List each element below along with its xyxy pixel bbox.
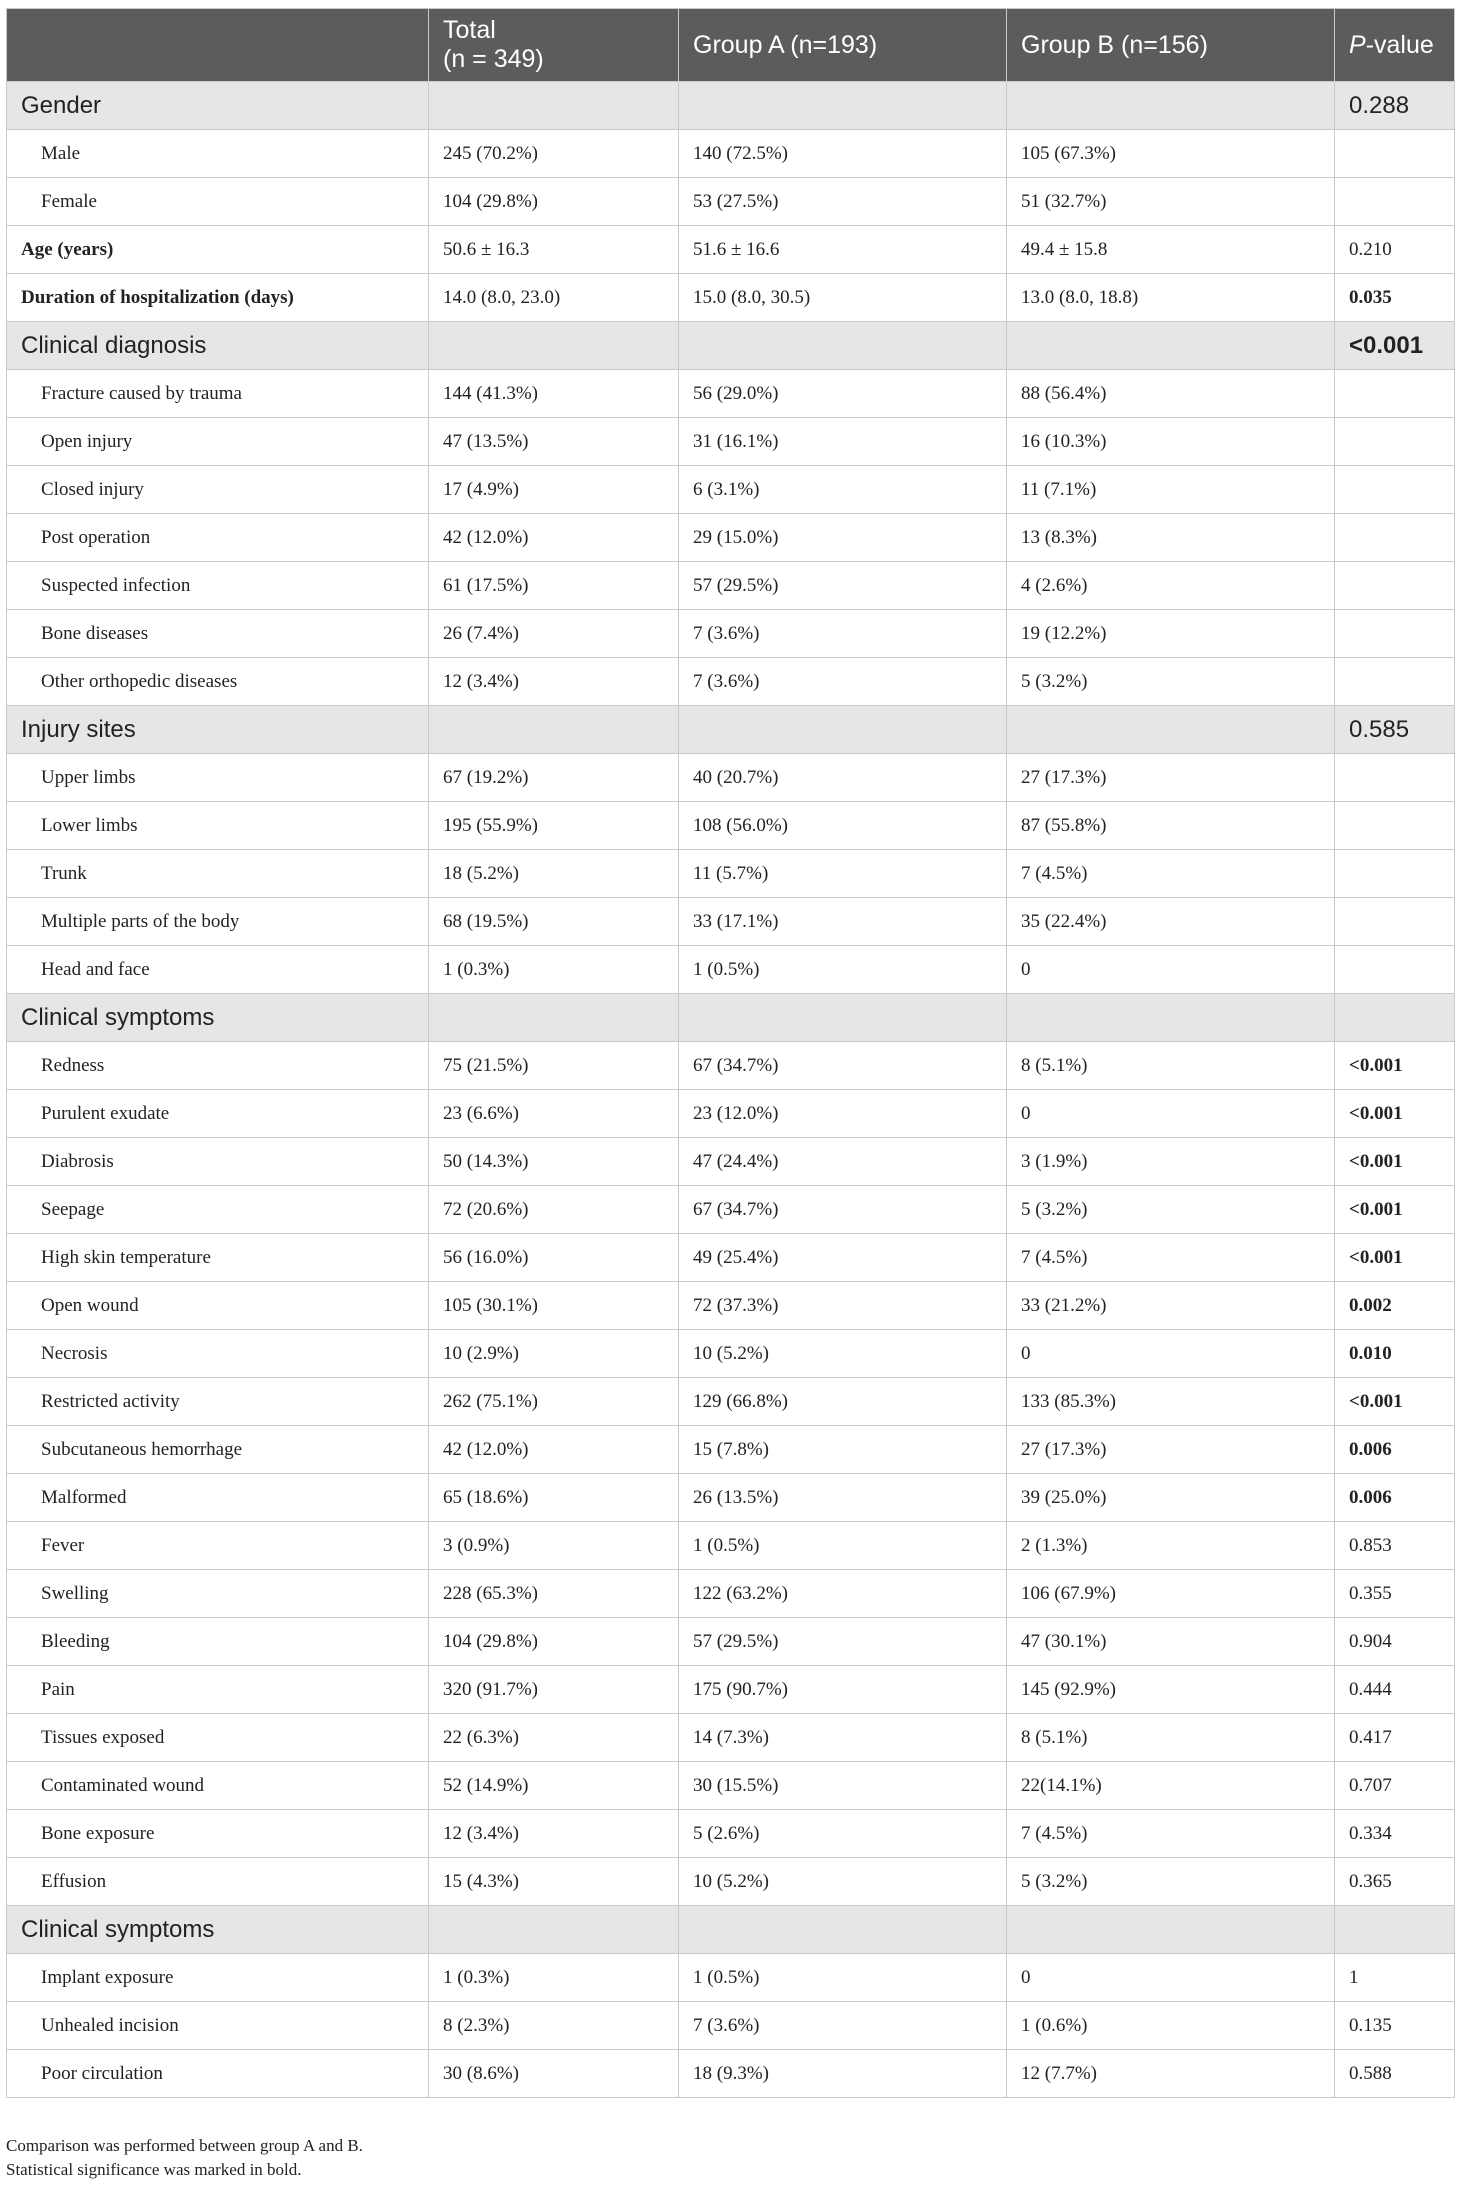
cell-group-a: 5 (2.6%)	[679, 1810, 1007, 1858]
table-row	[7, 1282, 1455, 1330]
cell-group-a: 40 (20.7%)	[679, 754, 1007, 802]
row-label: Effusion	[7, 1858, 429, 1906]
cell-group-b: 5 (3.2%)	[1007, 1186, 1335, 1234]
cell-group-a: 23 (12.0%)	[679, 1090, 1007, 1138]
header-total	[429, 9, 679, 82]
cell-pvalue: 0.444	[1335, 1666, 1455, 1714]
row-label: Subcutaneous hemorrhage	[7, 1426, 429, 1474]
header-group-a: Group A (n=193)	[679, 9, 1007, 82]
row-label: Post operation	[7, 514, 429, 562]
cell-pvalue: 0.417	[1335, 1714, 1455, 1762]
table-row	[7, 658, 1455, 706]
cell-total: 195 (55.9%)	[429, 802, 679, 850]
cell-total	[429, 322, 679, 370]
row-label: Tissues exposed	[7, 1714, 429, 1762]
cell-total: 144 (41.3%)	[429, 370, 679, 418]
cell-pvalue	[1335, 1906, 1455, 1954]
note-line: Comparison was performed between group A and B.	[6, 2136, 363, 2155]
cell-group-a: 18 (9.3%)	[679, 2050, 1007, 2098]
row-label: Redness	[7, 1042, 429, 1090]
cell-group-b: 22(14.1%)	[1007, 1762, 1335, 1810]
table-row	[7, 946, 1455, 994]
cell-pvalue	[1335, 946, 1455, 994]
row-label: Restricted activity	[7, 1378, 429, 1426]
cell-pvalue	[1335, 370, 1455, 418]
cell-group-a: 53 (27.5%)	[679, 178, 1007, 226]
cell-total: 14.0 (8.0, 23.0)	[429, 274, 679, 322]
cell-group-a: 122 (63.2%)	[679, 1570, 1007, 1618]
cell-total: 26 (7.4%)	[429, 610, 679, 658]
table-row	[7, 2002, 1455, 2050]
row-label: Bone exposure	[7, 1810, 429, 1858]
cell-group-b: 51 (32.7%)	[1007, 178, 1335, 226]
table-row	[7, 1426, 1455, 1474]
cell-group-b: 105 (67.3%)	[1007, 130, 1335, 178]
cell-pvalue	[1335, 130, 1455, 178]
cell-group-b: 47 (30.1%)	[1007, 1618, 1335, 1666]
table-row	[7, 1858, 1455, 1906]
cell-total: 47 (13.5%)	[429, 418, 679, 466]
table-row	[7, 1186, 1455, 1234]
table-row	[7, 1090, 1455, 1138]
row-label: Clinical diagnosis	[7, 322, 429, 370]
cell-total: 12 (3.4%)	[429, 1810, 679, 1858]
cell-total: 8 (2.3%)	[429, 2002, 679, 2050]
header-row	[7, 9, 1455, 82]
table-row	[7, 1138, 1455, 1186]
cell-total: 42 (12.0%)	[429, 1426, 679, 1474]
row-label: Closed injury	[7, 466, 429, 514]
cell-group-a: 47 (24.4%)	[679, 1138, 1007, 1186]
cell-pvalue: <0.001	[1335, 1378, 1455, 1426]
cell-total	[429, 706, 679, 754]
row-label: Swelling	[7, 1570, 429, 1618]
row-label: Multiple parts of the body	[7, 898, 429, 946]
cell-group-b: 1 (0.6%)	[1007, 2002, 1335, 2050]
table-row	[7, 1762, 1455, 1810]
cell-group-b: 19 (12.2%)	[1007, 610, 1335, 658]
cell-pvalue: 0.135	[1335, 2002, 1455, 2050]
cell-group-a: 1 (0.5%)	[679, 946, 1007, 994]
header-label	[7, 9, 429, 82]
cell-total: 67 (19.2%)	[429, 754, 679, 802]
cell-group-b: 16 (10.3%)	[1007, 418, 1335, 466]
table-row	[7, 226, 1455, 274]
cell-total: 15 (4.3%)	[429, 1858, 679, 1906]
header-pvalue-p: P	[1349, 30, 1366, 59]
cell-pvalue: 0.002	[1335, 1282, 1455, 1330]
section-row	[7, 1906, 1455, 1954]
table-row	[7, 514, 1455, 562]
cell-group-b: 39 (25.0%)	[1007, 1474, 1335, 1522]
row-label: Other orthopedic diseases	[7, 658, 429, 706]
cell-total: 1 (0.3%)	[429, 1954, 679, 2002]
cell-total: 104 (29.8%)	[429, 178, 679, 226]
header-total-n: (n = 349)	[443, 45, 544, 73]
row-label: Seepage	[7, 1186, 429, 1234]
cell-group-a: 15 (7.8%)	[679, 1426, 1007, 1474]
cell-pvalue: 0.006	[1335, 1474, 1455, 1522]
cell-total: 61 (17.5%)	[429, 562, 679, 610]
cell-total: 12 (3.4%)	[429, 658, 679, 706]
cell-pvalue	[1335, 898, 1455, 946]
table-row	[7, 1570, 1455, 1618]
row-label: Age (years)	[7, 226, 429, 274]
cell-pvalue: 0.334	[1335, 1810, 1455, 1858]
row-label: Bone diseases	[7, 610, 429, 658]
cell-group-a: 6 (3.1%)	[679, 466, 1007, 514]
row-label: Injury sites	[7, 706, 429, 754]
row-label: Male	[7, 130, 429, 178]
cell-group-b	[1007, 82, 1335, 130]
row-label: Diabrosis	[7, 1138, 429, 1186]
cell-pvalue: 0.035	[1335, 274, 1455, 322]
cell-group-a: 30 (15.5%)	[679, 1762, 1007, 1810]
header-pvalue	[1335, 9, 1455, 82]
cell-group-b: 12 (7.7%)	[1007, 2050, 1335, 2098]
cell-pvalue: 0.210	[1335, 226, 1455, 274]
table-row	[7, 562, 1455, 610]
cell-total: 65 (18.6%)	[429, 1474, 679, 1522]
section-row	[7, 322, 1455, 370]
row-label: Unhealed incision	[7, 2002, 429, 2050]
cell-group-a: 1 (0.5%)	[679, 1954, 1007, 2002]
row-label: Fracture caused by trauma	[7, 370, 429, 418]
cell-pvalue: <0.001	[1335, 1186, 1455, 1234]
cell-pvalue	[1335, 418, 1455, 466]
cell-group-b: 88 (56.4%)	[1007, 370, 1335, 418]
section-row	[7, 994, 1455, 1042]
cell-pvalue	[1335, 850, 1455, 898]
cell-total: 1 (0.3%)	[429, 946, 679, 994]
cell-pvalue: 0.853	[1335, 1522, 1455, 1570]
cell-group-b: 5 (3.2%)	[1007, 1858, 1335, 1906]
cell-group-a: 140 (72.5%)	[679, 130, 1007, 178]
cell-total: 50 (14.3%)	[429, 1138, 679, 1186]
cell-group-b: 27 (17.3%)	[1007, 754, 1335, 802]
cell-group-b: 87 (55.8%)	[1007, 802, 1335, 850]
row-label: Female	[7, 178, 429, 226]
cell-total: 56 (16.0%)	[429, 1234, 679, 1282]
table-row	[7, 178, 1455, 226]
cell-total: 52 (14.9%)	[429, 1762, 679, 1810]
row-label: Suspected infection	[7, 562, 429, 610]
row-label: Gender	[7, 82, 429, 130]
cell-pvalue: <0.001	[1335, 322, 1455, 370]
row-label: Fever	[7, 1522, 429, 1570]
cell-group-b: 33 (21.2%)	[1007, 1282, 1335, 1330]
cell-group-a: 33 (17.1%)	[679, 898, 1007, 946]
cell-group-a: 67 (34.7%)	[679, 1186, 1007, 1234]
cell-group-b: 11 (7.1%)	[1007, 466, 1335, 514]
table-row	[7, 1954, 1455, 2002]
cell-group-a	[679, 1906, 1007, 1954]
table-row	[7, 1234, 1455, 1282]
row-label: Implant exposure	[7, 1954, 429, 2002]
cell-total	[429, 82, 679, 130]
cell-total: 262 (75.1%)	[429, 1378, 679, 1426]
row-label: Clinical symptoms	[7, 994, 429, 1042]
cell-total: 68 (19.5%)	[429, 898, 679, 946]
table-row	[7, 370, 1455, 418]
row-label: Upper limbs	[7, 754, 429, 802]
cell-pvalue	[1335, 610, 1455, 658]
row-label: Open wound	[7, 1282, 429, 1330]
cell-group-b: 2 (1.3%)	[1007, 1522, 1335, 1570]
row-label: Purulent exudate	[7, 1090, 429, 1138]
table-row	[7, 1474, 1455, 1522]
row-label: Poor circulation	[7, 2050, 429, 2098]
table-row	[7, 802, 1455, 850]
cell-group-a: 1 (0.5%)	[679, 1522, 1007, 1570]
section-row	[7, 82, 1455, 130]
cell-total: 3 (0.9%)	[429, 1522, 679, 1570]
header-group-b: Group B (n=156)	[1007, 9, 1335, 82]
table-row	[7, 1666, 1455, 1714]
cell-pvalue	[1335, 466, 1455, 514]
cell-total: 42 (12.0%)	[429, 514, 679, 562]
cell-pvalue: 0.288	[1335, 82, 1455, 130]
cell-group-a: 56 (29.0%)	[679, 370, 1007, 418]
cell-group-b: 133 (85.3%)	[1007, 1378, 1335, 1426]
cell-total: 245 (70.2%)	[429, 130, 679, 178]
cell-pvalue: 0.006	[1335, 1426, 1455, 1474]
cell-group-b: 0	[1007, 1954, 1335, 2002]
cell-pvalue: <0.001	[1335, 1234, 1455, 1282]
table-row	[7, 2050, 1455, 2098]
cell-group-b: 0	[1007, 1090, 1335, 1138]
cell-group-b: 145 (92.9%)	[1007, 1666, 1335, 1714]
table-container	[6, 8, 1454, 2098]
cell-pvalue: 0.355	[1335, 1570, 1455, 1618]
cell-group-a: 31 (16.1%)	[679, 418, 1007, 466]
row-label: Clinical symptoms	[7, 1906, 429, 1954]
cell-pvalue: 1	[1335, 1954, 1455, 2002]
cell-group-a	[679, 706, 1007, 754]
cell-total: 17 (4.9%)	[429, 466, 679, 514]
cell-group-a	[679, 322, 1007, 370]
row-label: Trunk	[7, 850, 429, 898]
cell-pvalue: <0.001	[1335, 1090, 1455, 1138]
table-row	[7, 130, 1455, 178]
row-label: Pain	[7, 1666, 429, 1714]
cell-group-b: 13.0 (8.0, 18.8)	[1007, 274, 1335, 322]
cell-group-a	[679, 994, 1007, 1042]
cell-pvalue: 0.585	[1335, 706, 1455, 754]
cell-group-a: 49 (25.4%)	[679, 1234, 1007, 1282]
cell-total: 75 (21.5%)	[429, 1042, 679, 1090]
row-label: Duration of hospitalization (days)	[7, 274, 429, 322]
table-row	[7, 1714, 1455, 1762]
cell-group-a: 29 (15.0%)	[679, 514, 1007, 562]
cell-total: 105 (30.1%)	[429, 1282, 679, 1330]
cell-total: 10 (2.9%)	[429, 1330, 679, 1378]
table-row	[7, 1378, 1455, 1426]
cell-group-a: 7 (3.6%)	[679, 2002, 1007, 2050]
cell-total: 22 (6.3%)	[429, 1714, 679, 1762]
cell-group-b: 106 (67.9%)	[1007, 1570, 1335, 1618]
cell-group-a: 14 (7.3%)	[679, 1714, 1007, 1762]
cell-group-b: 27 (17.3%)	[1007, 1426, 1335, 1474]
table-row	[7, 1522, 1455, 1570]
cell-pvalue	[1335, 178, 1455, 226]
cell-total: 320 (91.7%)	[429, 1666, 679, 1714]
cell-group-a: 15.0 (8.0, 30.5)	[679, 274, 1007, 322]
data-table	[6, 8, 1455, 2098]
cell-group-b: 0	[1007, 946, 1335, 994]
cell-group-a: 57 (29.5%)	[679, 1618, 1007, 1666]
cell-pvalue: 0.904	[1335, 1618, 1455, 1666]
cell-group-b: 4 (2.6%)	[1007, 562, 1335, 610]
table-row	[7, 1330, 1455, 1378]
table-row	[7, 1042, 1455, 1090]
cell-group-b: 0	[1007, 1330, 1335, 1378]
cell-group-a: 7 (3.6%)	[679, 658, 1007, 706]
table-row	[7, 1618, 1455, 1666]
table-notes	[6, 2134, 363, 2182]
cell-pvalue: 0.707	[1335, 1762, 1455, 1810]
cell-group-a: 10 (5.2%)	[679, 1330, 1007, 1378]
row-label: Malformed	[7, 1474, 429, 1522]
cell-group-b	[1007, 322, 1335, 370]
cell-group-b: 7 (4.5%)	[1007, 850, 1335, 898]
cell-pvalue	[1335, 658, 1455, 706]
cell-pvalue: <0.001	[1335, 1138, 1455, 1186]
row-label: Contaminated wound	[7, 1762, 429, 1810]
cell-pvalue	[1335, 802, 1455, 850]
cell-group-a: 26 (13.5%)	[679, 1474, 1007, 1522]
cell-group-b: 8 (5.1%)	[1007, 1042, 1335, 1090]
cell-total: 30 (8.6%)	[429, 2050, 679, 2098]
table-row	[7, 466, 1455, 514]
header-total-title: Total	[443, 16, 496, 44]
cell-total: 18 (5.2%)	[429, 850, 679, 898]
cell-group-a: 51.6 ± 16.6	[679, 226, 1007, 274]
cell-group-b: 3 (1.9%)	[1007, 1138, 1335, 1186]
section-row	[7, 706, 1455, 754]
cell-group-a: 175 (90.7%)	[679, 1666, 1007, 1714]
cell-pvalue: 0.588	[1335, 2050, 1455, 2098]
cell-group-b: 5 (3.2%)	[1007, 658, 1335, 706]
cell-total	[429, 1906, 679, 1954]
row-label: High skin temperature	[7, 1234, 429, 1282]
cell-group-a: 108 (56.0%)	[679, 802, 1007, 850]
cell-group-b	[1007, 1906, 1335, 1954]
cell-group-a: 11 (5.7%)	[679, 850, 1007, 898]
row-label: Lower limbs	[7, 802, 429, 850]
cell-group-b: 8 (5.1%)	[1007, 1714, 1335, 1762]
cell-group-b: 13 (8.3%)	[1007, 514, 1335, 562]
row-label: Bleeding	[7, 1618, 429, 1666]
row-label: Head and face	[7, 946, 429, 994]
cell-pvalue	[1335, 994, 1455, 1042]
cell-total: 50.6 ± 16.3	[429, 226, 679, 274]
table-row	[7, 610, 1455, 658]
cell-total: 72 (20.6%)	[429, 1186, 679, 1234]
cell-group-a: 129 (66.8%)	[679, 1378, 1007, 1426]
row-label: Open injury	[7, 418, 429, 466]
cell-group-b: 7 (4.5%)	[1007, 1234, 1335, 1282]
table-row	[7, 898, 1455, 946]
table-row	[7, 1810, 1455, 1858]
table-row	[7, 418, 1455, 466]
header-pvalue-rest: -value	[1365, 30, 1434, 59]
cell-pvalue	[1335, 514, 1455, 562]
cell-group-a: 10 (5.2%)	[679, 1858, 1007, 1906]
table-row	[7, 850, 1455, 898]
table-row	[7, 754, 1455, 802]
cell-group-b	[1007, 994, 1335, 1042]
cell-pvalue: 0.365	[1335, 1858, 1455, 1906]
table-row	[7, 274, 1455, 322]
cell-group-a: 57 (29.5%)	[679, 562, 1007, 610]
cell-total	[429, 994, 679, 1042]
cell-group-a: 7 (3.6%)	[679, 610, 1007, 658]
note-line: Statistical significance was marked in bold.	[6, 2160, 302, 2179]
cell-group-a: 72 (37.3%)	[679, 1282, 1007, 1330]
cell-total: 104 (29.8%)	[429, 1618, 679, 1666]
cell-pvalue	[1335, 754, 1455, 802]
cell-pvalue: <0.001	[1335, 1042, 1455, 1090]
cell-group-a: 67 (34.7%)	[679, 1042, 1007, 1090]
cell-group-b	[1007, 706, 1335, 754]
cell-total: 23 (6.6%)	[429, 1090, 679, 1138]
row-label: Necrosis	[7, 1330, 429, 1378]
cell-group-b: 35 (22.4%)	[1007, 898, 1335, 946]
cell-group-b: 49.4 ± 15.8	[1007, 226, 1335, 274]
cell-pvalue: 0.010	[1335, 1330, 1455, 1378]
cell-pvalue	[1335, 562, 1455, 610]
cell-group-b: 7 (4.5%)	[1007, 1810, 1335, 1858]
cell-total: 228 (65.3%)	[429, 1570, 679, 1618]
table-body	[7, 82, 1455, 2098]
cell-group-a	[679, 82, 1007, 130]
